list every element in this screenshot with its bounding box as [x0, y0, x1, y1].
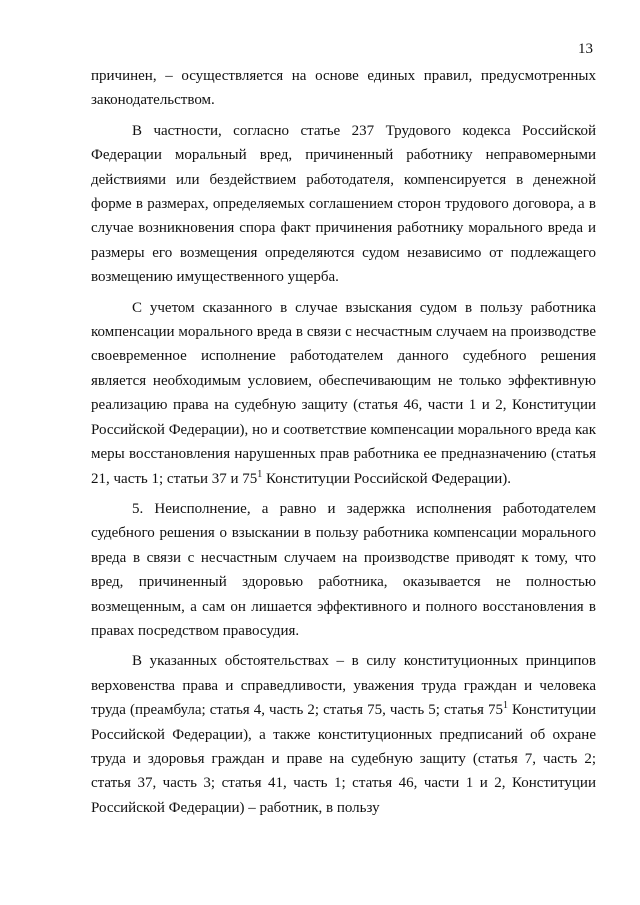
paragraph-4	[91, 497, 596, 643]
paragraph-1	[91, 64, 596, 113]
paragraph-2-text: В частности, согласно статье 237 Трудового кодекса Российской Федерации моральный вред, причиненный работнику неправомерными действиями или бездействием работодателя, компенсируется в денежной форме в размерах, определяемых соглашением сторон трудового договора, а в случае возникновения спора факт причинения работнику морального вреда и размеры его возмещения определяются судом независимо от подлежащего возмещению имущественного ущерба.	[91, 122, 596, 286]
page-number: 13	[578, 41, 593, 57]
paragraph-5-text-before: В указанных обстоятельствах – в силу конституционных принципов верховенства права и справедливости, уважения труда граждан и человека труда (преамбула; статья 4, часть 2; статья 75, часть 5; статья 75	[91, 653, 596, 719]
body-text	[91, 64, 596, 826]
paragraph-3	[91, 296, 596, 491]
paragraph-3-text-after: Конституции Российской Федерации).	[262, 470, 512, 487]
paragraph-5-text-after: Конституции Российской Федерации), а также конституционных предписаний об охране труда и здоровья граждан и праве на судебную защиту (статья 7, часть 2; статья 37, часть 3; статья 41, часть 1; статья 46, части 1 и 2, Конституции Российской Федерации) – работник, в пользу	[91, 702, 597, 816]
paragraph-5-superscript: 1	[502, 700, 508, 712]
paragraph-2	[91, 119, 596, 290]
paragraph-4-text: 5. Неисполнение, а равно и задержка исполнения работодателем судебного решения о взыскании в пользу работника компенсации морального вреда в связи с несчастным случаем на производстве приводят к тому, что вред, причиненный здоровью работника, оказывается не полностью возмещенным, а сам он лишается эффективного и полного восстановления в правах посредством правосудия.	[91, 500, 596, 639]
paragraph-3-text-before: С учетом сказанного в случае взыскания судом в пользу работника компенсации морального вреда в связи с несчастным случаем на производстве своевременное исполнение работодателем данного судебного решения является необходимым условием, обеспечивающим не только эффективную реализацию права на судебную защиту (статья 46, части 1 и 2, Конституции Российской Федерации), но и соответствие компенсации морального вреда как меры восстановления нарушенных прав работника ее предназначению (статья 21, часть 1; статьи 37 и 75	[91, 299, 596, 487]
paragraph-3-superscript: 1	[257, 468, 263, 480]
paragraph-1-text: причинен, – осуществляется на основе единых правил, предусмотренных законодательством.	[91, 68, 596, 109]
paragraph-5	[91, 649, 596, 820]
